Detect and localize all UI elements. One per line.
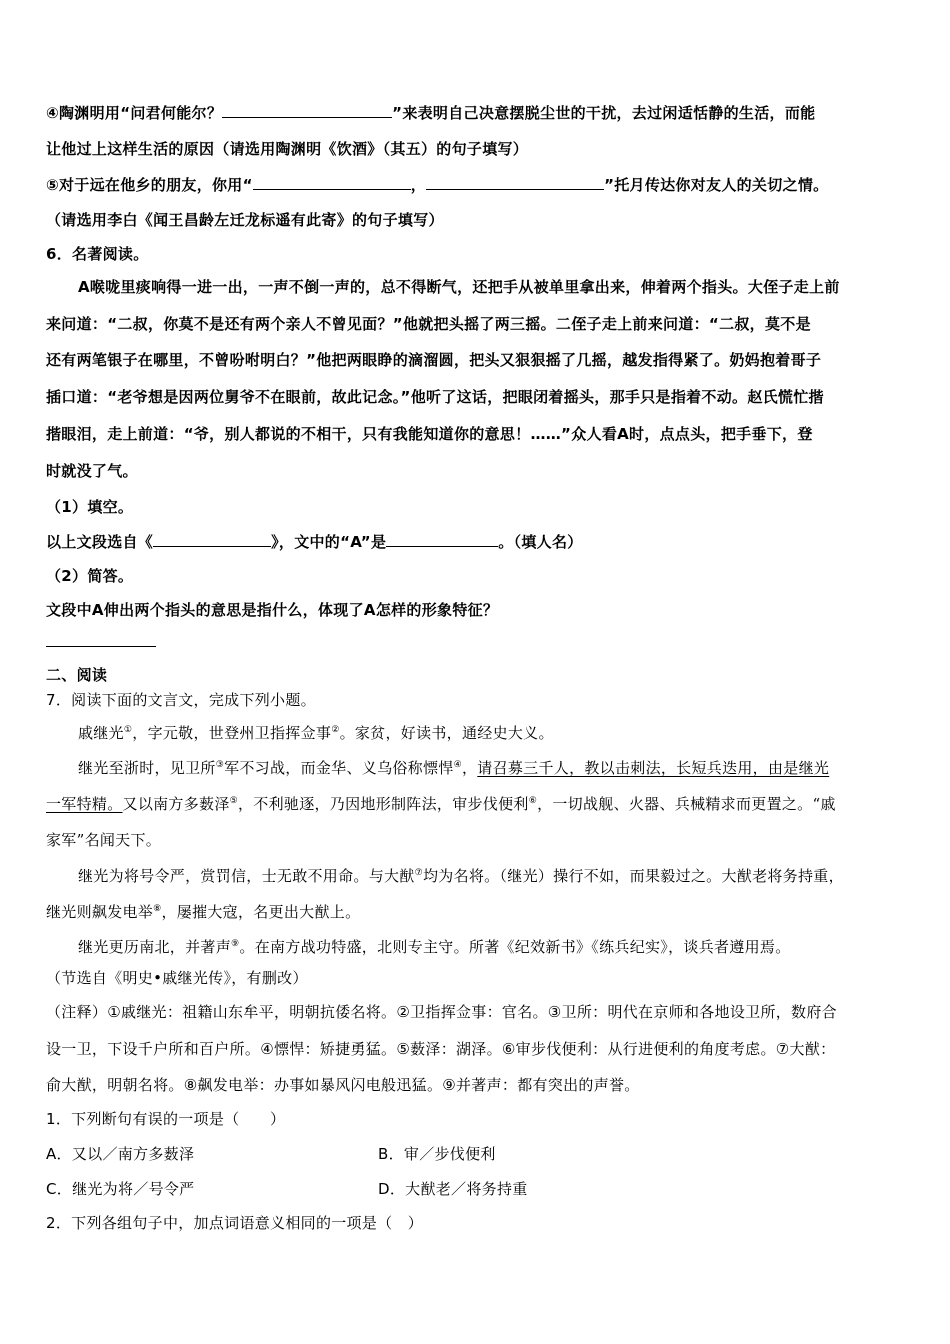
annotation-line: 设一卫，下设千户所和百户所。④慓悍：矫捷勇猛。⑤薮泽：湖泽。⑥审步伐便利：从行进便利的角度考虑。⑦大猷： <box>46 1040 836 1058</box>
q5-answer-blank-1[interactable] <box>253 174 411 190</box>
section-heading: 二、阅读 <box>46 666 108 684</box>
q6-passage-line: 插口道：“老爷想是因两位舅爷不在眼前，故此记念。”他听了这话，把眼闭着摇头，那手只是指着不动。赵氏慌忙揩 <box>46 388 824 406</box>
underlined-sentence: 一军特精。 <box>46 795 123 813</box>
q6-sub2-label: （2）简答。 <box>46 567 134 585</box>
text: ，字元敬，世登州卫指挥佥事 <box>132 724 332 742</box>
options-row-2 <box>46 1179 908 1199</box>
text: ，屡摧大寇，名更出大猷上。 <box>161 903 361 921</box>
q6-passage-line: 来问道：“二叔，你莫不是还有两个亲人不曾见面？”他就把头摇了两三摇。二侄子走上前来问道：“二叔，莫不是 <box>46 315 811 333</box>
q5-prefix: ⑤对于远在他乡的朋友，你用“ <box>46 176 253 194</box>
passage-paragraph-3-line-2 <box>46 902 360 922</box>
q5-line-2: （请选用李白《闻王昌龄左迁龙标遥有此寄》的句子填写） <box>46 211 444 229</box>
text: 继光更历南北，并著声 <box>78 938 232 956</box>
text: 继光至浙时，见卫所 <box>78 759 216 777</box>
footnote-marker: ⑦ <box>414 868 423 878</box>
q6-passage-line: A喉咙里痰响得一进一出，一声不倒一声的，总不得断气，还把手从被单里拿出来，伸着两个指头。大侄子走上前 <box>78 278 840 296</box>
footnote-marker: ① <box>123 725 133 735</box>
sub-question-2-stem: 2．下列各组句子中，加点词语意义相同的一项是（ ） <box>46 1214 424 1232</box>
text: 。在南方战功特盛，北则专主守。所著《纪效新书》《练兵纪实》，谈兵者遵用焉。 <box>239 938 791 956</box>
annotation-line: 俞大猷，明朝名将。⑧飙发电举：办事如暴风闪电般迅猛。⑨并著声：都有突出的声誉。 <box>46 1076 640 1094</box>
option-b[interactable]: B．审／步伐便利 <box>378 1145 496 1163</box>
option-a[interactable]: A．又以／南方多薮泽 <box>46 1145 195 1163</box>
q6-passage-line: 时就没了气。 <box>46 462 138 480</box>
passage-paragraph-2-line-3: 家军”名闻天下。 <box>46 831 162 849</box>
q5-line-1 <box>46 174 828 195</box>
q4-line-2: 让他过上这样生活的原因（请选用陶渊明《饮酒》（其五）的句子填写） <box>46 140 529 158</box>
q5-comma: ， <box>410 176 427 194</box>
option-d[interactable]: D．大猷老／将务持重 <box>378 1180 528 1198</box>
text: 继光则飙发电举 <box>46 903 154 921</box>
text: 军不习战，而金华、义乌俗称慓悍 <box>224 759 454 777</box>
text: 继光为将号令严，赏罚信，士无敢不用命。与大猷 <box>78 867 415 885</box>
q5-suffix: ”托月传达你对友人的关切之情。 <box>604 176 829 194</box>
q4-prefix: ④陶渊明用“问君何能尔？ <box>46 104 223 122</box>
q6-sub1-label: （1）填空。 <box>46 498 134 516</box>
text: 又以南方多薮泽 <box>122 795 230 813</box>
text: ，一切战舰、火器、兵械精求而更置之。“戚 <box>537 795 836 813</box>
text: 戚继光 <box>78 724 124 742</box>
book-title-blank[interactable] <box>153 531 271 547</box>
passage-paragraph-3-line-1 <box>46 866 844 886</box>
options-row-1 <box>46 1144 908 1164</box>
q4-answer-blank[interactable] <box>222 102 392 118</box>
passage-paragraph-4 <box>46 937 791 957</box>
sub1-suffix: 。（填人名） <box>498 533 583 551</box>
footnote-marker: ④ <box>453 760 462 770</box>
sub1-prefix: 以上文段选自《 <box>46 533 154 551</box>
passage-paragraph-2-line-1 <box>46 758 829 778</box>
passage-source: （节选自《明史•戚继光传》，有删改） <box>46 969 308 987</box>
passage-paragraph-2-line-2 <box>46 794 836 814</box>
q6-sub2-question: 文段中A伸出两个指头的意思是指什么，体现了A怎样的形象特征？ <box>46 601 499 619</box>
text: 均为名将。（继光）操行不如，而果毅过之。大猷老将务持重， <box>422 867 844 885</box>
q4-suffix: ”来表明自己决意摆脱尘世的干扰，去过闲适恬静的生活，而能 <box>392 104 816 122</box>
underlined-sentence: 请召募三千人，教以击刺法，长短兵迭用，由是继光 <box>477 759 830 777</box>
q4-line-1 <box>46 102 815 123</box>
footnote-marker: ③ <box>215 760 225 770</box>
q5-answer-blank-2[interactable] <box>426 174 604 190</box>
text: ，不利驰逐，乃因地形制阵法，审步伐便利 <box>238 795 529 813</box>
footnote-marker: ⑨ <box>231 939 240 949</box>
footnote-marker: ⑧ <box>153 904 162 914</box>
q6-passage-line: 还有两笔银子在哪里，不曾吩咐明白？”他把两眼睁的滴溜圆，把头又狠狠摇了几摇，越发指得紧了。奶妈抱着哥子 <box>46 351 822 369</box>
q7-title: 7．阅读下面的文言文，完成下列小题。 <box>46 691 316 709</box>
footnote-marker: ⑤ <box>229 796 238 806</box>
sub1-middle: 》，文中的“A”是 <box>271 533 387 551</box>
footnote-marker: ② <box>331 725 340 735</box>
annotation-line: （注释）①戚继光：祖籍山东牟平，明朝抗倭名将。②卫指挥佥事：官名。③卫所：明代在京师和各地设卫所，数府合 <box>46 1003 837 1021</box>
passage-paragraph-1 <box>46 723 554 743</box>
text: ， <box>461 759 478 777</box>
option-c[interactable]: C．继光为将／号令严 <box>46 1180 195 1198</box>
q6-passage-line: 揩眼泪，走上前道：“爷，别人都说的不相干，只有我能知道你的意思！……”众人看A时，点点头，把手垂下，登 <box>46 425 813 443</box>
person-name-blank[interactable] <box>386 531 498 547</box>
text: 。家贫，好读书，通经史大义。 <box>339 724 554 742</box>
answer-line[interactable] <box>46 646 156 647</box>
sub-question-1-stem: 1．下列断句有误的一项是（ ） <box>46 1110 286 1128</box>
footnote-marker: ⑥ <box>528 796 538 806</box>
q6-title: 6．名著阅读。 <box>46 245 149 263</box>
q6-sub1-question <box>46 531 583 552</box>
